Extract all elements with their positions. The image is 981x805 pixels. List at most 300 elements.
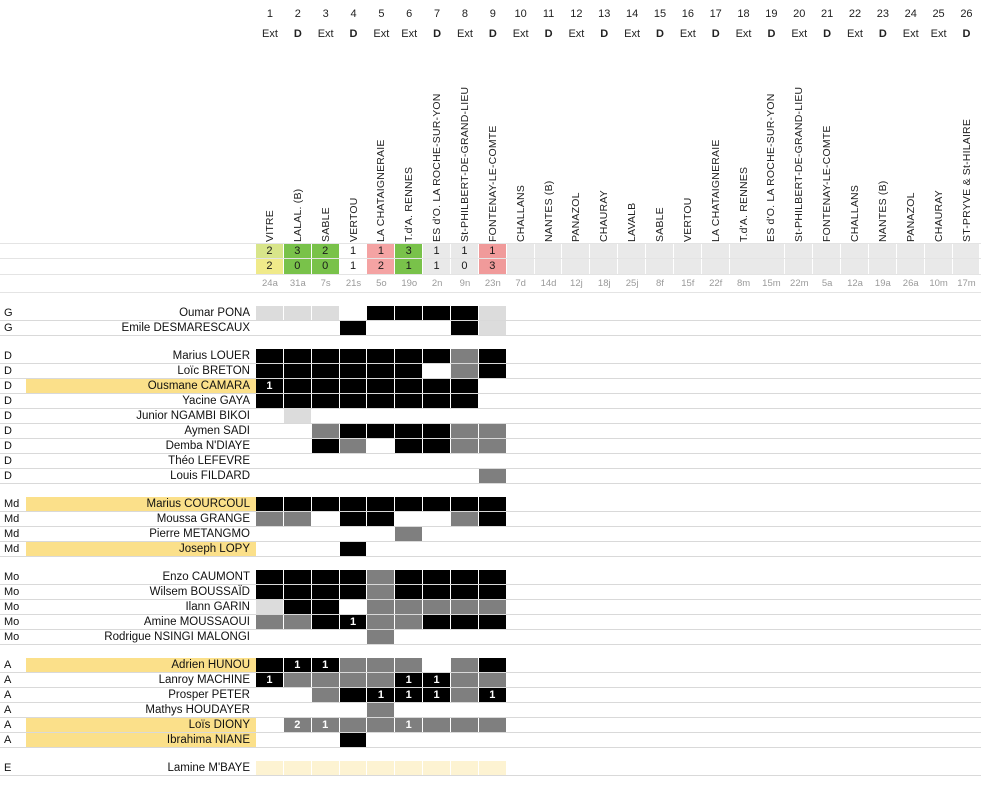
appearance-cell[interactable] xyxy=(395,703,423,718)
divider xyxy=(0,775,981,776)
appearance-cell[interactable] xyxy=(367,615,395,630)
appearance-cell[interactable] xyxy=(451,615,479,630)
appearance-cell[interactable] xyxy=(395,497,423,512)
appearance-cell[interactable] xyxy=(479,585,507,600)
appearance-cell[interactable] xyxy=(312,379,340,394)
appearance-cell[interactable]: 1 xyxy=(256,673,284,688)
venue-flag: D xyxy=(544,28,553,40)
appearance-cell[interactable] xyxy=(340,673,368,688)
table-row[interactable] xyxy=(0,394,981,409)
appearance-cell[interactable]: 1 xyxy=(395,718,423,733)
player-name: Joseph LOPY xyxy=(26,542,256,557)
appearance-cell[interactable] xyxy=(395,615,423,630)
appearance-cell[interactable] xyxy=(312,761,340,776)
appearance-cell[interactable] xyxy=(423,394,451,409)
venue-flag: Ext xyxy=(624,28,641,40)
appearance-cell[interactable] xyxy=(367,306,395,321)
appearance-cell[interactable] xyxy=(312,349,340,364)
appearance-cell[interactable] xyxy=(340,512,368,527)
appearance-cell[interactable] xyxy=(479,630,507,645)
appearance-cell[interactable] xyxy=(395,321,423,336)
appearance-cell[interactable] xyxy=(479,454,507,469)
appearance-cell[interactable] xyxy=(284,600,312,615)
appearance-cell[interactable] xyxy=(423,306,451,321)
table-row[interactable] xyxy=(0,364,981,379)
appearance-cell[interactable] xyxy=(284,512,312,527)
table-row[interactable] xyxy=(0,630,981,645)
appearance-cell[interactable] xyxy=(479,600,507,615)
appearance-cell[interactable] xyxy=(479,658,507,673)
appearance-cell[interactable] xyxy=(423,542,451,557)
table-row[interactable] xyxy=(0,658,981,673)
appearance-cell[interactable] xyxy=(479,409,507,424)
appearance-cell[interactable] xyxy=(395,733,423,748)
appearance-cell[interactable] xyxy=(451,497,479,512)
appearance-cell[interactable] xyxy=(284,469,312,484)
appearance-cell[interactable] xyxy=(312,424,340,439)
appearance-cell[interactable] xyxy=(256,585,284,600)
appearance-cell[interactable] xyxy=(256,615,284,630)
appearance-cell[interactable] xyxy=(395,527,423,542)
appearance-cell[interactable] xyxy=(423,321,451,336)
appearance-cell[interactable] xyxy=(423,497,451,512)
appearance-cell[interactable] xyxy=(284,321,312,336)
appearance-cell[interactable] xyxy=(256,439,284,454)
appearance-cell[interactable] xyxy=(423,658,451,673)
table-row[interactable] xyxy=(0,306,981,321)
venue-flag: D xyxy=(349,28,358,40)
appearance-cell[interactable] xyxy=(340,718,368,733)
appearance-cell[interactable] xyxy=(367,703,395,718)
matchday-cell: 8m xyxy=(736,278,751,289)
appearance-cell[interactable] xyxy=(284,394,312,409)
score-cell xyxy=(535,259,563,274)
score-cell: 1 xyxy=(367,244,395,259)
appearance-cell[interactable] xyxy=(423,409,451,424)
appearance-cell[interactable]: 1 xyxy=(256,379,284,394)
appearance-cell[interactable] xyxy=(256,306,284,321)
table-row[interactable] xyxy=(0,761,981,776)
table-row[interactable] xyxy=(0,424,981,439)
appearance-cell[interactable] xyxy=(367,527,395,542)
appearance-cell[interactable] xyxy=(479,733,507,748)
appearance-cell[interactable] xyxy=(451,409,479,424)
appearance-cell[interactable]: 1 xyxy=(479,688,507,703)
appearance-cell[interactable] xyxy=(451,469,479,484)
appearance-cell[interactable] xyxy=(256,512,284,527)
appearance-cell[interactable] xyxy=(451,512,479,527)
table-row[interactable] xyxy=(0,497,981,512)
appearance-cell[interactable] xyxy=(340,364,368,379)
appearance-cell[interactable] xyxy=(340,542,368,557)
appearance-cell[interactable] xyxy=(312,512,340,527)
appearance-cell[interactable] xyxy=(312,454,340,469)
matchday-cell: 23n xyxy=(484,278,501,289)
table-row[interactable] xyxy=(0,349,981,364)
appearance-cell[interactable] xyxy=(340,424,368,439)
appearance-cell[interactable] xyxy=(451,306,479,321)
appearance-cell[interactable] xyxy=(312,542,340,557)
appearance-cell[interactable] xyxy=(312,409,340,424)
opponent-name: T.d'A. RENNES xyxy=(737,166,750,242)
appearance-cell[interactable] xyxy=(340,379,368,394)
appearance-cell[interactable] xyxy=(256,688,284,703)
appearance-cell[interactable] xyxy=(479,570,507,585)
appearance-cell[interactable] xyxy=(284,497,312,512)
appearance-cell[interactable] xyxy=(256,527,284,542)
appearance-cell[interactable] xyxy=(423,570,451,585)
appearance-cell[interactable] xyxy=(451,600,479,615)
appearance-cell[interactable] xyxy=(312,673,340,688)
appearance-cell[interactable] xyxy=(284,733,312,748)
appearance-cell[interactable] xyxy=(367,542,395,557)
appearance-cell[interactable] xyxy=(367,512,395,527)
table-row[interactable] xyxy=(0,527,981,542)
appearance-cell[interactable] xyxy=(256,454,284,469)
appearance-cell[interactable] xyxy=(395,542,423,557)
appearance-cell[interactable] xyxy=(312,600,340,615)
appearance-cell[interactable] xyxy=(284,527,312,542)
player-position: A xyxy=(4,689,12,701)
appearance-cell[interactable] xyxy=(312,364,340,379)
appearance-cell[interactable] xyxy=(423,439,451,454)
appearance-cell[interactable] xyxy=(451,658,479,673)
appearance-cell[interactable] xyxy=(395,439,423,454)
appearance-cell[interactable] xyxy=(395,424,423,439)
appearance-cell[interactable] xyxy=(284,364,312,379)
appearance-cell[interactable] xyxy=(256,394,284,409)
table-row[interactable] xyxy=(0,454,981,469)
appearance-cell[interactable] xyxy=(451,527,479,542)
opponent-name: ST-PRYVE & St-HILAIRE xyxy=(960,118,973,242)
appearance-cell[interactable] xyxy=(479,718,507,733)
appearance-cell[interactable] xyxy=(395,454,423,469)
opponent-name: VITRE xyxy=(264,210,276,242)
appearance-cell[interactable]: 1 xyxy=(367,688,395,703)
appearance-cell[interactable] xyxy=(367,364,395,379)
appearance-cell[interactable] xyxy=(367,439,395,454)
appearance-cell[interactable] xyxy=(340,409,368,424)
appearance-cell[interactable] xyxy=(312,630,340,645)
appearance-cell[interactable] xyxy=(451,321,479,336)
table-row[interactable] xyxy=(0,585,981,600)
opponent-name: ES d'O. LA ROCHE-SUR-YON xyxy=(431,93,444,242)
appearance-cell[interactable]: 1 xyxy=(395,673,423,688)
player-position: G xyxy=(4,322,13,334)
appearance-cell[interactable] xyxy=(256,658,284,673)
table-row[interactable] xyxy=(0,512,981,527)
appearance-cell[interactable] xyxy=(479,527,507,542)
match-number: 8 xyxy=(461,8,469,20)
appearance-cell[interactable] xyxy=(284,424,312,439)
appearance-cell[interactable] xyxy=(340,527,368,542)
appearance-cell[interactable] xyxy=(451,688,479,703)
appearance-cell[interactable] xyxy=(479,349,507,364)
appearance-cell[interactable] xyxy=(479,703,507,718)
appearance-cell[interactable] xyxy=(256,497,284,512)
table-row[interactable] xyxy=(0,469,981,484)
appearance-cell[interactable] xyxy=(451,761,479,776)
appearance-cell[interactable] xyxy=(451,379,479,394)
appearance-cell[interactable] xyxy=(256,424,284,439)
appearance-cell[interactable] xyxy=(312,469,340,484)
table-row[interactable] xyxy=(0,733,981,748)
appearance-cell[interactable] xyxy=(340,349,368,364)
table-row[interactable] xyxy=(0,703,981,718)
appearance-cell[interactable] xyxy=(451,673,479,688)
appearance-cell[interactable] xyxy=(256,733,284,748)
appearance-cell[interactable] xyxy=(284,454,312,469)
appearance-cell[interactable] xyxy=(451,349,479,364)
player-position: D xyxy=(4,350,12,362)
appearance-cell[interactable] xyxy=(451,630,479,645)
appearance-cell[interactable] xyxy=(312,497,340,512)
appearance-cell[interactable] xyxy=(312,439,340,454)
appearance-cell[interactable]: 1 xyxy=(284,658,312,673)
appearance-cell[interactable] xyxy=(395,512,423,527)
appearance-cell[interactable] xyxy=(423,527,451,542)
appearance-cell[interactable] xyxy=(284,306,312,321)
table-row[interactable] xyxy=(0,600,981,615)
table-row[interactable] xyxy=(0,439,981,454)
appearance-cell[interactable] xyxy=(423,512,451,527)
appearance-cell[interactable] xyxy=(340,394,368,409)
appearance-cell[interactable] xyxy=(312,570,340,585)
appearance-cell[interactable] xyxy=(423,733,451,748)
appearance-cell[interactable] xyxy=(451,454,479,469)
appearance-cell[interactable] xyxy=(451,364,479,379)
appearance-cell[interactable] xyxy=(451,424,479,439)
appearance-cell[interactable] xyxy=(479,321,507,336)
table-row[interactable] xyxy=(0,615,981,630)
appearance-cell[interactable] xyxy=(479,542,507,557)
appearance-cell[interactable] xyxy=(423,630,451,645)
divider xyxy=(0,335,981,336)
appearance-cell[interactable] xyxy=(312,394,340,409)
appearance-cell[interactable] xyxy=(367,630,395,645)
appearance-cell[interactable] xyxy=(256,600,284,615)
appearance-cell[interactable] xyxy=(367,321,395,336)
appearance-cell[interactable] xyxy=(340,630,368,645)
appearance-cell[interactable] xyxy=(340,585,368,600)
appearance-cell[interactable] xyxy=(367,673,395,688)
score-cell xyxy=(730,259,758,274)
appearance-cell[interactable] xyxy=(367,733,395,748)
appearance-cell[interactable] xyxy=(284,349,312,364)
appearance-cell[interactable] xyxy=(340,761,368,776)
appearance-cell[interactable] xyxy=(367,379,395,394)
appearance-cell[interactable] xyxy=(479,615,507,630)
appearance-cell[interactable] xyxy=(340,497,368,512)
appearance-cell[interactable] xyxy=(423,424,451,439)
table-row[interactable] xyxy=(0,321,981,336)
appearance-cell[interactable] xyxy=(284,688,312,703)
appearance-cell[interactable] xyxy=(367,394,395,409)
appearance-cell[interactable] xyxy=(312,527,340,542)
appearance-cell[interactable] xyxy=(423,349,451,364)
appearance-cell[interactable] xyxy=(256,469,284,484)
appearance-cell[interactable] xyxy=(395,409,423,424)
appearance-cell[interactable] xyxy=(451,570,479,585)
appearance-cell[interactable] xyxy=(256,349,284,364)
appearance-cell[interactable] xyxy=(256,321,284,336)
appearance-cell[interactable] xyxy=(256,364,284,379)
appearance-cell[interactable] xyxy=(284,703,312,718)
appearance-cell[interactable] xyxy=(395,600,423,615)
appearance-cell[interactable]: 1 xyxy=(312,718,340,733)
appearance-cell[interactable] xyxy=(479,497,507,512)
appearance-cell[interactable] xyxy=(340,600,368,615)
appearance-cell[interactable] xyxy=(367,600,395,615)
appearance-cell[interactable] xyxy=(423,703,451,718)
appearance-cell[interactable] xyxy=(284,673,312,688)
appearance-cell[interactable] xyxy=(340,733,368,748)
appearance-cell[interactable] xyxy=(423,718,451,733)
appearance-cell[interactable] xyxy=(312,615,340,630)
table-row[interactable] xyxy=(0,718,981,733)
appearance-cell[interactable] xyxy=(340,703,368,718)
appearance-cell[interactable] xyxy=(284,615,312,630)
appearance-cell[interactable] xyxy=(451,585,479,600)
appearance-cell[interactable] xyxy=(367,409,395,424)
appearance-cell[interactable] xyxy=(423,469,451,484)
appearance-cell[interactable] xyxy=(423,585,451,600)
appearance-cell[interactable] xyxy=(284,409,312,424)
appearance-cell[interactable] xyxy=(395,469,423,484)
appearance-cell[interactable] xyxy=(340,321,368,336)
appearance-cell[interactable] xyxy=(284,542,312,557)
appearance-cell[interactable] xyxy=(479,424,507,439)
appearance-cell[interactable] xyxy=(451,542,479,557)
venue-flag: Ext xyxy=(735,28,752,40)
appearance-cell[interactable] xyxy=(395,761,423,776)
appearance-cell[interactable] xyxy=(312,703,340,718)
table-row[interactable] xyxy=(0,673,981,688)
appearance-cell[interactable] xyxy=(340,469,368,484)
appearance-cell[interactable] xyxy=(256,630,284,645)
appearance-cell[interactable] xyxy=(367,469,395,484)
appearance-cell[interactable] xyxy=(395,630,423,645)
appearance-cell[interactable] xyxy=(479,379,507,394)
appearance-cell[interactable] xyxy=(395,379,423,394)
player-name: Junior NGAMBI BIKOI xyxy=(136,410,250,422)
appearance-cell[interactable] xyxy=(284,761,312,776)
appearance-cell[interactable] xyxy=(451,733,479,748)
appearance-cell[interactable] xyxy=(367,424,395,439)
appearance-cell[interactable] xyxy=(367,349,395,364)
appearance-cell[interactable] xyxy=(479,394,507,409)
appearance-cell[interactable] xyxy=(284,439,312,454)
appearance-cell[interactable] xyxy=(395,306,423,321)
appearance-cell[interactable] xyxy=(395,364,423,379)
appearance-cell[interactable] xyxy=(479,306,507,321)
appearance-cell[interactable] xyxy=(256,718,284,733)
appearance-cell[interactable] xyxy=(395,658,423,673)
appearance-cell[interactable]: 1 xyxy=(423,673,451,688)
appearance-cell[interactable] xyxy=(340,688,368,703)
appearance-cell[interactable] xyxy=(423,379,451,394)
score-cell xyxy=(813,244,841,259)
appearance-cell[interactable]: 1 xyxy=(395,688,423,703)
table-row[interactable] xyxy=(0,688,981,703)
appearance-cell[interactable]: 1 xyxy=(340,615,368,630)
player-position: D xyxy=(4,395,12,407)
appearance-cell[interactable] xyxy=(423,454,451,469)
appearance-cell[interactable] xyxy=(312,688,340,703)
appearance-cell[interactable] xyxy=(367,497,395,512)
opponent-name: T.d'A. RENNES xyxy=(403,166,416,242)
appearance-cell[interactable] xyxy=(395,570,423,585)
matchday-cell: 5a xyxy=(821,278,833,289)
appearance-cell[interactable] xyxy=(479,364,507,379)
appearance-cell[interactable] xyxy=(479,469,507,484)
appearance-cell[interactable] xyxy=(451,703,479,718)
appearance-cell[interactable] xyxy=(256,703,284,718)
appearance-cell[interactable] xyxy=(312,733,340,748)
appearance-cell[interactable] xyxy=(367,585,395,600)
appearance-cell[interactable] xyxy=(312,585,340,600)
appearance-cell[interactable] xyxy=(284,379,312,394)
appearance-cell[interactable] xyxy=(423,615,451,630)
appearance-cell[interactable] xyxy=(340,306,368,321)
table-row[interactable] xyxy=(0,409,981,424)
appearance-cell[interactable] xyxy=(256,542,284,557)
appearance-cell[interactable] xyxy=(284,570,312,585)
appearance-cell[interactable] xyxy=(395,349,423,364)
table-row[interactable] xyxy=(0,379,981,394)
appearance-cell[interactable] xyxy=(367,761,395,776)
appearance-cell[interactable] xyxy=(367,454,395,469)
appearance-cell[interactable] xyxy=(256,761,284,776)
appearance-cell[interactable] xyxy=(340,439,368,454)
appearance-cell[interactable] xyxy=(284,630,312,645)
appearance-cell[interactable] xyxy=(284,585,312,600)
player-position: A xyxy=(4,674,12,686)
appearance-cell[interactable] xyxy=(451,394,479,409)
table-row[interactable] xyxy=(0,542,981,557)
appearance-cell[interactable] xyxy=(451,439,479,454)
appearance-cell[interactable] xyxy=(367,718,395,733)
appearance-cell[interactable] xyxy=(451,718,479,733)
appearance-cell[interactable]: 1 xyxy=(312,658,340,673)
appearance-cell[interactable]: 2 xyxy=(284,718,312,733)
appearance-cell[interactable] xyxy=(395,585,423,600)
appearance-cell[interactable] xyxy=(479,761,507,776)
score-cell xyxy=(841,259,869,274)
appearance-cell[interactable] xyxy=(340,570,368,585)
appearance-cell[interactable] xyxy=(423,364,451,379)
appearance-cell[interactable] xyxy=(479,439,507,454)
appearance-cell[interactable] xyxy=(256,570,284,585)
appearance-cell[interactable] xyxy=(256,409,284,424)
venue-flag: Ext xyxy=(791,28,808,40)
appearance-cell[interactable] xyxy=(367,658,395,673)
appearance-cell[interactable] xyxy=(312,306,340,321)
appearance-cell[interactable] xyxy=(423,761,451,776)
appearance-cell[interactable] xyxy=(367,570,395,585)
appearance-cell[interactable] xyxy=(340,658,368,673)
appearance-cell[interactable] xyxy=(423,600,451,615)
score-cell xyxy=(757,244,785,259)
matchday-cell: 19a xyxy=(874,278,891,289)
appearance-cell[interactable] xyxy=(312,321,340,336)
appearance-cell[interactable] xyxy=(479,673,507,688)
appearance-cell[interactable]: 1 xyxy=(423,688,451,703)
table-row[interactable] xyxy=(0,570,981,585)
appearance-cell[interactable] xyxy=(479,512,507,527)
appearance-cell[interactable] xyxy=(395,394,423,409)
appearance-cell[interactable] xyxy=(340,454,368,469)
